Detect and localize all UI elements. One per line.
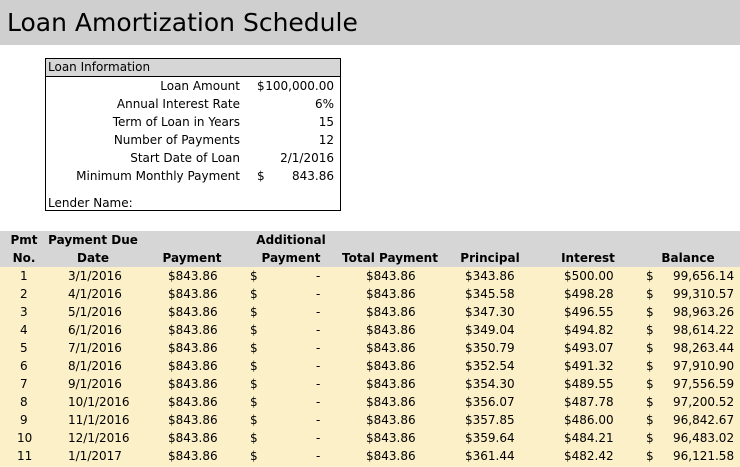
header-due-date-line2: Date: [77, 251, 109, 265]
header-balance: Balance: [661, 251, 715, 265]
balance-currency-cell: $: [646, 287, 654, 301]
total-payment-cell[interactable]: $843.86: [366, 269, 416, 283]
header-pmt-no-line1: Pmt: [10, 233, 38, 247]
principal-cell[interactable]: $343.86: [465, 269, 515, 283]
pmt-no-cell[interactable]: 6: [20, 359, 28, 373]
pmt-no-cell[interactable]: 7: [20, 377, 28, 391]
principal-cell[interactable]: $352.54: [465, 359, 515, 373]
additional-currency-cell: $: [250, 413, 258, 427]
interest-cell[interactable]: $494.82: [564, 323, 614, 337]
additional-currency-cell: $: [250, 359, 258, 373]
additional-value-cell[interactable]: -: [316, 305, 321, 319]
pmt-no-cell[interactable]: 4: [20, 323, 28, 337]
table-row: [0, 357, 740, 375]
balance-currency-cell: $: [646, 413, 654, 427]
additional-currency-cell: $: [250, 341, 258, 355]
additional-value-cell[interactable]: -: [316, 413, 321, 427]
schedule-table-body: [0, 267, 740, 467]
loan-amount-currency: $: [257, 79, 265, 93]
payment-cell[interactable]: $843.86: [168, 413, 218, 427]
total-payment-cell[interactable]: $843.86: [366, 305, 416, 319]
additional-value-cell[interactable]: -: [316, 323, 321, 337]
balance-cell[interactable]: 99,656.14: [673, 269, 735, 283]
table-row: [0, 285, 740, 303]
number-of-payments-value[interactable]: 12: [318, 133, 334, 147]
balance-currency-cell: $: [646, 323, 654, 337]
interest-cell[interactable]: $489.55: [564, 377, 614, 391]
principal-cell[interactable]: $354.30: [465, 377, 515, 391]
principal-cell[interactable]: $359.64: [465, 431, 515, 445]
additional-value-cell[interactable]: -: [316, 377, 321, 391]
pmt-no-cell[interactable]: 2: [20, 287, 28, 301]
balance-cell[interactable]: 98,614.22: [673, 323, 735, 337]
table-row: [0, 321, 740, 339]
payment-cell[interactable]: $843.86: [168, 305, 218, 319]
pmt-no-cell[interactable]: 10: [17, 431, 33, 445]
table-row: [0, 303, 740, 321]
additional-value-cell[interactable]: -: [316, 431, 321, 445]
pmt-no-cell[interactable]: 3: [20, 305, 28, 319]
minimum-monthly-payment-label: Minimum Monthly Payment: [76, 169, 240, 183]
additional-value-cell[interactable]: -: [316, 341, 321, 355]
interest-cell[interactable]: $498.28: [564, 287, 614, 301]
loan-information-header: [46, 59, 340, 77]
principal-cell[interactable]: $345.58: [465, 287, 515, 301]
term-of-loan-label: Term of Loan in Years: [112, 115, 240, 129]
annual-interest-rate-value[interactable]: 6%: [314, 97, 334, 111]
start-date-row: [46, 149, 340, 167]
due-date-cell[interactable]: 8/1/2016: [68, 359, 122, 373]
header-total-payment: Total Payment: [342, 251, 438, 265]
annual-interest-rate-row: [46, 95, 340, 113]
balance-cell[interactable]: 97,910.90: [673, 359, 735, 373]
payment-cell[interactable]: $843.86: [168, 395, 218, 409]
additional-value-cell[interactable]: -: [316, 359, 321, 373]
interest-cell[interactable]: $482.42: [564, 449, 614, 463]
page-title: Loan Amortization Schedule: [7, 8, 358, 37]
additional-currency-cell: $: [250, 287, 258, 301]
due-date-cell[interactable]: 6/1/2016: [68, 323, 122, 337]
loan-information-box: [45, 58, 341, 211]
table-row: [0, 393, 740, 411]
due-date-cell[interactable]: 5/1/2016: [68, 305, 122, 319]
additional-value-cell[interactable]: -: [316, 395, 321, 409]
balance-cell[interactable]: 98,963.26: [673, 305, 735, 319]
additional-value-cell[interactable]: -: [316, 449, 321, 463]
principal-cell[interactable]: $356.07: [465, 395, 515, 409]
total-payment-cell[interactable]: $843.86: [366, 395, 416, 409]
due-date-cell[interactable]: 11/1/2016: [68, 413, 130, 427]
total-payment-cell[interactable]: $843.86: [366, 359, 416, 373]
loan-amount-label: Loan Amount: [160, 79, 240, 93]
balance-currency-cell: $: [646, 341, 654, 355]
total-payment-cell[interactable]: $843.86: [366, 413, 416, 427]
payment-cell[interactable]: $843.86: [168, 287, 218, 301]
principal-cell[interactable]: $347.30: [465, 305, 515, 319]
table-row: [0, 447, 740, 465]
payment-cell[interactable]: $843.86: [168, 449, 218, 463]
payment-cell[interactable]: $843.86: [168, 269, 218, 283]
total-payment-cell[interactable]: $843.86: [366, 287, 416, 301]
loan-information-title: Loan Information: [48, 60, 151, 74]
minimum-monthly-payment-value[interactable]: 843.86: [292, 169, 334, 183]
due-date-cell[interactable]: 10/1/2016: [68, 395, 130, 409]
additional-currency-cell: $: [250, 449, 258, 463]
number-of-payments-label: Number of Payments: [113, 133, 240, 147]
total-payment-cell[interactable]: $843.86: [366, 377, 416, 391]
due-date-cell[interactable]: 12/1/2016: [68, 431, 130, 445]
due-date-cell[interactable]: 7/1/2016: [68, 341, 122, 355]
balance-cell[interactable]: 96,121.58: [673, 449, 735, 463]
title-bar: [0, 0, 740, 45]
interest-cell[interactable]: $484.21: [564, 431, 614, 445]
lender-name-label: Lender Name:: [48, 196, 133, 210]
header-additional-line1: Additional: [256, 233, 326, 247]
additional-currency-cell: $: [250, 269, 258, 283]
pmt-no-cell[interactable]: 5: [20, 341, 28, 355]
total-payment-cell[interactable]: $843.86: [366, 341, 416, 355]
minimum-monthly-payment-currency: $: [257, 169, 265, 183]
due-date-cell[interactable]: 4/1/2016: [68, 287, 122, 301]
payment-cell[interactable]: $843.86: [168, 431, 218, 445]
balance-currency-cell: $: [646, 431, 654, 445]
balance-cell[interactable]: 96,483.02: [673, 431, 735, 445]
table-row: [0, 339, 740, 357]
total-payment-cell[interactable]: $843.86: [366, 431, 416, 445]
principal-cell[interactable]: $349.04: [465, 323, 515, 337]
interest-cell[interactable]: $487.78: [564, 395, 614, 409]
header-interest: Interest: [561, 251, 615, 265]
pmt-no-cell[interactable]: 8: [20, 395, 28, 409]
due-date-cell[interactable]: 1/1/2017: [68, 449, 122, 463]
table-row: [0, 267, 740, 285]
header-pmt-no-line2: No.: [12, 251, 36, 265]
principal-cell[interactable]: $357.85: [465, 413, 515, 427]
due-date-cell[interactable]: 3/1/2016: [68, 269, 122, 283]
interest-cell[interactable]: $496.55: [564, 305, 614, 319]
additional-value-cell[interactable]: -: [316, 287, 321, 301]
interest-cell[interactable]: $493.07: [564, 341, 614, 355]
additional-currency-cell: $: [250, 377, 258, 391]
payment-cell[interactable]: $843.86: [168, 359, 218, 373]
annual-interest-rate-label: Annual Interest Rate: [116, 97, 240, 111]
additional-currency-cell: $: [250, 395, 258, 409]
interest-cell[interactable]: $491.32: [564, 359, 614, 373]
payment-cell[interactable]: $843.86: [168, 323, 218, 337]
due-date-cell[interactable]: 9/1/2016: [68, 377, 122, 391]
balance-cell[interactable]: 99,310.57: [673, 287, 735, 301]
schedule-header: [0, 231, 740, 267]
header-due-date-line1: Payment Due: [48, 233, 138, 247]
table-row: [0, 429, 740, 447]
additional-value-cell[interactable]: -: [316, 269, 321, 283]
balance-currency-cell: $: [646, 269, 654, 283]
pmt-no-cell[interactable]: 11: [17, 449, 33, 463]
pmt-no-cell[interactable]: 1: [20, 269, 28, 283]
balance-cell[interactable]: 97,200.52: [673, 395, 735, 409]
table-row: [0, 375, 740, 393]
interest-cell[interactable]: $500.00: [564, 269, 614, 283]
balance-cell[interactable]: 96,842.67: [673, 413, 735, 427]
principal-cell[interactable]: $350.79: [465, 341, 515, 355]
number-of-payments-row: [46, 131, 340, 149]
term-of-loan-row: [46, 113, 340, 131]
minimum-monthly-payment-row: [46, 167, 340, 185]
balance-currency-cell: $: [646, 359, 654, 373]
additional-currency-cell: $: [250, 431, 258, 445]
balance-currency-cell: $: [646, 305, 654, 319]
principal-cell[interactable]: $361.44: [465, 449, 515, 463]
term-of-loan-value[interactable]: 15: [318, 115, 334, 129]
loan-amount-row: [46, 77, 340, 95]
table-row: [0, 411, 740, 429]
loan-amount-value[interactable]: 100,000.00: [265, 79, 334, 93]
total-payment-cell[interactable]: $843.86: [366, 449, 416, 463]
balance-currency-cell: $: [646, 449, 654, 463]
interest-cell[interactable]: $486.00: [564, 413, 614, 427]
balance-currency-cell: $: [646, 377, 654, 391]
additional-currency-cell: $: [250, 323, 258, 337]
balance-currency-cell: $: [646, 395, 654, 409]
total-payment-cell[interactable]: $843.86: [366, 323, 416, 337]
payment-cell[interactable]: $843.86: [168, 377, 218, 391]
balance-cell[interactable]: 97,556.59: [673, 377, 735, 391]
payment-cell[interactable]: $843.86: [168, 341, 218, 355]
pmt-no-cell[interactable]: 9: [20, 413, 28, 427]
additional-currency-cell: $: [250, 305, 258, 319]
header-additional-line2: Payment: [261, 251, 321, 265]
balance-cell[interactable]: 98,263.44: [673, 341, 735, 355]
start-date-label: Start Date of Loan: [130, 151, 240, 165]
header-payment: Payment: [162, 251, 222, 265]
header-principal: Principal: [460, 251, 520, 265]
start-date-value[interactable]: 2/1/2016: [280, 151, 334, 165]
